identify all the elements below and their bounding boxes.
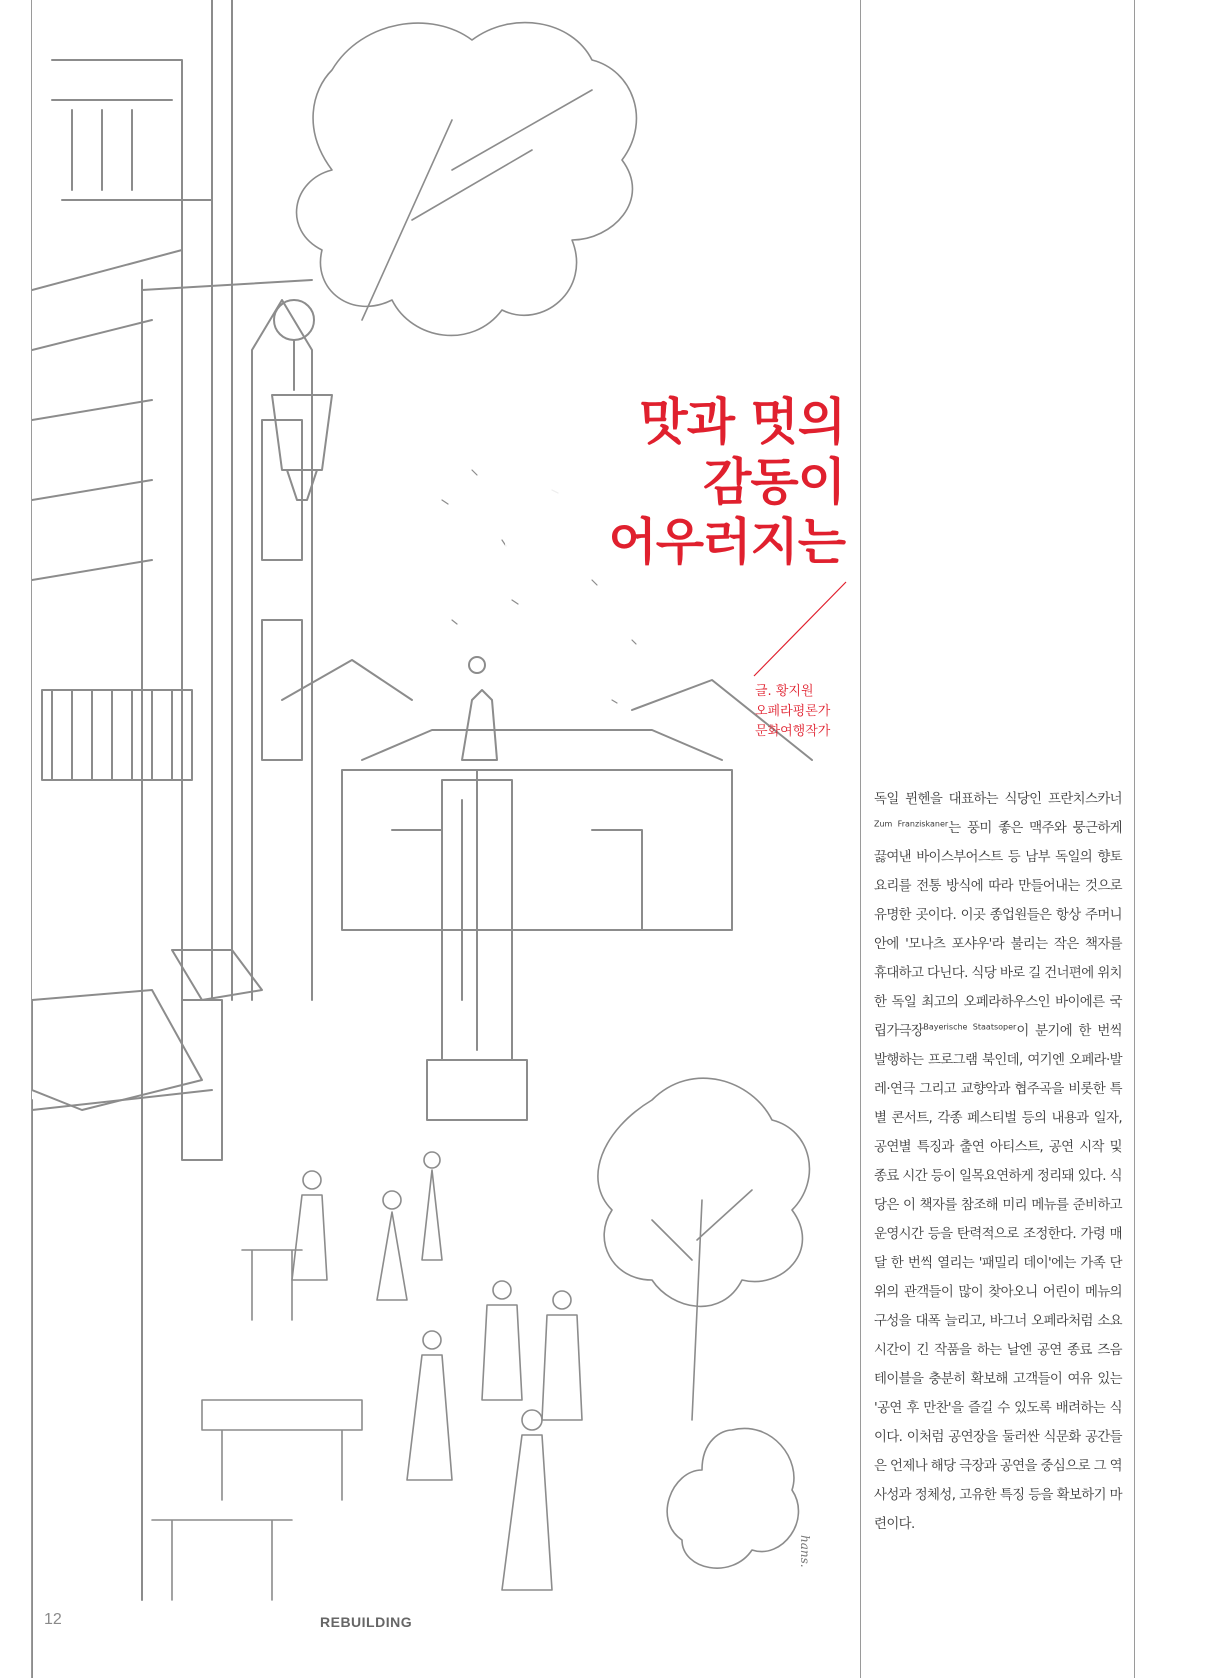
byline-role-1: 오페라평론가 (755, 704, 831, 719)
article-body (874, 785, 1122, 1539)
right-margin-rule (1134, 0, 1135, 1678)
body-segment: 독일 뮌헨을 대표하는 식당인 프란치스카너 (874, 792, 1122, 807)
building-facade (32, 0, 312, 1678)
statue-monument (427, 657, 527, 1120)
diagonal-accent-line (750, 580, 850, 680)
headline-line-1: 맛과 멋의 (505, 392, 845, 452)
gate-building (282, 660, 812, 930)
artist-signature: hans. (798, 1535, 812, 1568)
street-sketch-illustration (32, 0, 860, 1678)
byline-role-2: 문화여행작가 (755, 724, 831, 739)
magazine-name: REBUILDING (320, 1614, 413, 1630)
page-number: 12 (44, 1611, 62, 1628)
column-divider (860, 0, 861, 1678)
body-segment: 이 분기에 한 번씩 발행하는 프로그램 북인데, 여기엔 오페라·발레·연극 그리고 교향악과 협주곡을 비롯한 특별 콘서트, 각종 페스티벌 등의 내용과 일자, 공연별 특징과 출연 아티스트, 공연 시작 및 종료 시간 등이 일목요연하게 정리돼 있다. 식당은 이 책자를 참조해 미리 메뉴를 준비하고 운영시간 등을 탄력적으로 조정한다. 가령 매달 한 번씩 열리는 '패밀리 데이'에는 가족 단위의 관객들이 많이 찾아오니 어린이 메뉴의 구성을 대폭 늘리고, 바그너 오페라처럼 소요 시간이 긴 작품을 하는 날엔 공연 종료 즈음 테이블을 충분히 확보해 고객들이 여유 있는 '공연 후 만찬'을 즐길 수 있도록 배려하는 식이다. 이처럼 공연장을 둘러싼 식문화 공간들은 언제나 해당 극장과 공연을 중심으로 그 역사성과 정체성, 고유한 특징 등을 확보하기 마련이다. (874, 1024, 1122, 1532)
author-byline (755, 682, 875, 742)
article-headline (505, 392, 845, 572)
pedestrian-crowd (292, 1152, 582, 1590)
street-tree (598, 1078, 810, 1568)
headline-line-3: 어우러지는 (505, 512, 845, 572)
cafe-tables (152, 1250, 362, 1600)
street-lamp (142, 280, 332, 1600)
body-segment: 는 풍미 좋은 맥주와 뭉근하게 끓여낸 바이스부어스트 등 남부 독일의 향토 요리를 전통 방식에 따라 만들어내는 것으로 유명한 곳이다. 이곳 종업원들은 항상 주머니 안에 '모나츠 포샤우'라 불리는 작은 책자를 휴대하고 다닌다. 식당 바로 길 건너편에 위치한 독일 최고의 오페라하우스인 바이에른 국립가극장 (874, 821, 1122, 1039)
byline-author: 글. 황지원 (755, 684, 814, 699)
foreign-term-annotation: Zum Franziskaner (874, 819, 949, 829)
headline-line-2: 감동이 (505, 452, 845, 512)
tree-canopy (297, 23, 637, 336)
foreign-term-annotation: Bayerische Staatsoper (923, 1022, 1017, 1032)
